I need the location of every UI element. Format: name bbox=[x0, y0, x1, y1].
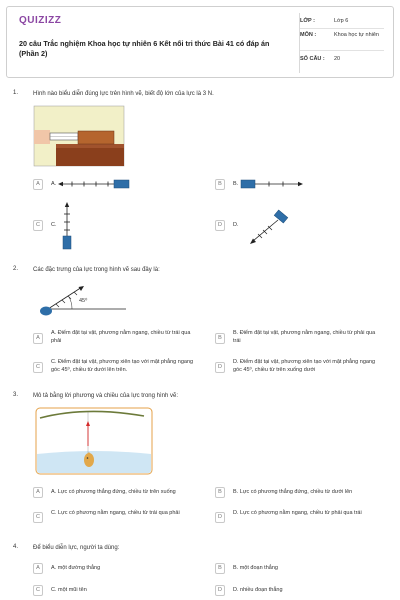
option-2c-text: C. Điểm đặt tại vật, phương xiên tạo với mặt phẳng ngang góc 45⁰, chiều từ dưới lên trên. bbox=[51, 359, 194, 373]
worksheet-header bbox=[6, 6, 394, 78]
option-2c-checkbox[interactable]: C bbox=[33, 362, 43, 373]
option-2a-text: A. Điểm đặt tại vật, phương nằm ngang, chiều từ trái qua phải bbox=[51, 330, 191, 344]
option-3a-text: A. Lực có phương thẳng đứng, chiều từ trên xuống bbox=[51, 489, 176, 495]
option-4d-checkbox[interactable]: D bbox=[215, 585, 225, 596]
question-3-number: 3. bbox=[13, 392, 19, 398]
quizizz-logo: QUIZIZZ bbox=[19, 15, 62, 26]
meta-divider bbox=[300, 50, 384, 51]
option-1c-figure bbox=[60, 202, 74, 250]
option-2a-checkbox[interactable]: A bbox=[33, 333, 43, 344]
option-1c-checkbox[interactable]: C bbox=[33, 220, 43, 231]
meta-divider bbox=[300, 28, 384, 29]
question-3-figure bbox=[36, 408, 152, 474]
question-2-number: 2. bbox=[13, 266, 19, 272]
question-4-number: 4. bbox=[13, 544, 19, 550]
option-3b-checkbox[interactable]: B bbox=[215, 487, 225, 498]
option-4c-text: C. một mũi tên bbox=[51, 587, 87, 593]
option-4b-text: B. một đoạn thẳng bbox=[233, 565, 278, 571]
option-3c-checkbox[interactable]: C bbox=[33, 512, 43, 523]
option-3c-text: C. Lực có phương nằm ngang, chiều từ trái qua phải bbox=[51, 510, 180, 516]
option-4d-text: D. nhiều đoạn thẳng bbox=[233, 587, 283, 593]
option-2b-text: B. Điểm đặt tại vật, phương nằm ngang, chiều từ phải qua trái bbox=[233, 330, 376, 344]
question-3-text: Mô tả bằng lời phương và chiều của lực trong hình vẽ: bbox=[33, 393, 178, 399]
option-2d-checkbox[interactable]: D bbox=[215, 362, 225, 373]
question-4-text: Để biểu diễn lực, người ta dùng: bbox=[33, 545, 120, 551]
option-4a-checkbox[interactable]: A bbox=[33, 563, 43, 574]
option-2d-text: D. Điểm đặt tại vật, phương xiên tạo với mặt phẳng ngang góc 45⁰, chiều từ trên xuống dưới bbox=[233, 359, 376, 373]
option-1a-checkbox[interactable]: A bbox=[33, 179, 43, 190]
option-1a-figure bbox=[58, 178, 130, 190]
option-3b-text: B. Lực có phương thẳng đứng, chiều từ dưới lên bbox=[233, 489, 353, 495]
option-2b-checkbox[interactable]: B bbox=[215, 333, 225, 344]
question-2-text: Các đặc trưng của lực trong hình vẽ sau đây là: bbox=[33, 267, 160, 273]
question-1-text: Hình nào biểu diễn đúng lực trên hình vẽ, biết độ lớn của lực là 3 N. bbox=[33, 91, 214, 97]
option-1b-figure bbox=[241, 178, 303, 190]
option-3d-checkbox[interactable]: D bbox=[215, 512, 225, 523]
option-3d-text: D. Lực có phương nằm ngang, chiều từ phải qua trái bbox=[233, 510, 362, 516]
option-4b-checkbox[interactable]: B bbox=[215, 563, 225, 574]
option-3a-checkbox[interactable]: A bbox=[33, 487, 43, 498]
option-1a-label: A. bbox=[51, 181, 57, 187]
option-1b-label: B. bbox=[233, 181, 239, 187]
question-1-number: 1. bbox=[13, 90, 19, 96]
option-1b-checkbox[interactable]: B bbox=[215, 179, 225, 190]
option-1c-label: C. bbox=[51, 222, 57, 228]
option-4c-checkbox[interactable]: C bbox=[33, 585, 43, 596]
question-1-figure bbox=[34, 106, 124, 166]
worksheet-title: 20 câu Trắc nghiệm Khoa học tự nhiên 6 Kết nối tri thức Bài 41 có đáp án (Phần 2) bbox=[19, 39, 270, 58]
option-4a-text: A. một đường thẳng bbox=[51, 565, 101, 571]
angle-label: 45⁰ bbox=[79, 298, 88, 304]
option-1d-figure bbox=[250, 210, 290, 244]
option-1d-label: D. bbox=[233, 222, 239, 228]
option-1d-checkbox[interactable]: D bbox=[215, 220, 225, 231]
